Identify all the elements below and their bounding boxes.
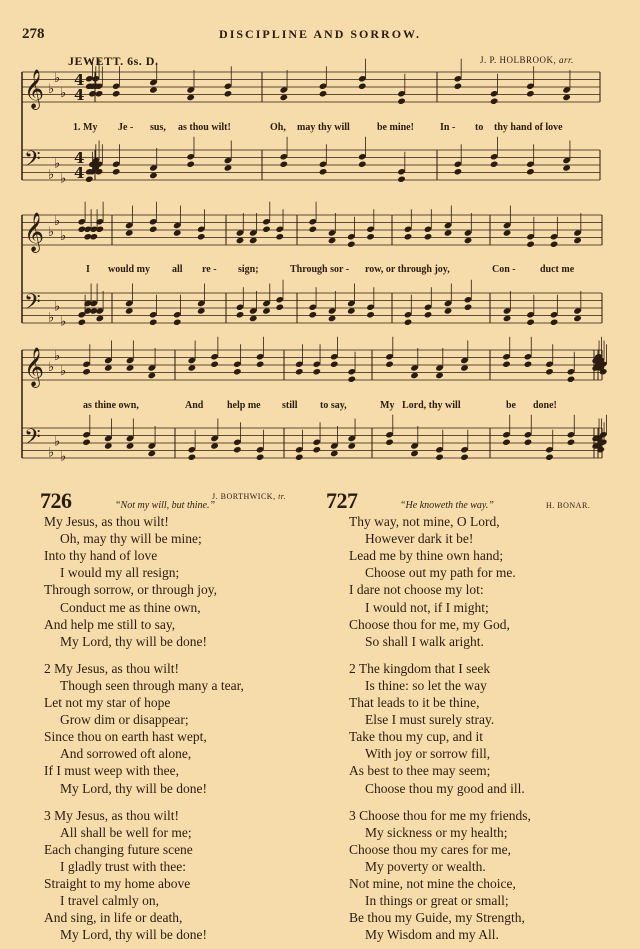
notehead	[186, 161, 195, 168]
notehead	[444, 307, 453, 314]
notehead	[545, 454, 554, 461]
lyric-word: Je -	[118, 122, 134, 133]
notehead	[347, 307, 356, 314]
verse-line: My Lord, thy will be done!	[60, 633, 207, 649]
verse-line: Choose out my path for me.	[365, 565, 516, 581]
notehead	[366, 233, 375, 240]
notehead	[148, 450, 157, 457]
notehead	[126, 442, 135, 449]
notehead	[249, 315, 258, 322]
notehead	[188, 364, 197, 371]
notehead	[312, 446, 321, 453]
bass-clef: 𝄢	[24, 290, 41, 320]
flat-sign: ♭	[60, 85, 67, 101]
notehead	[82, 368, 91, 375]
verse-line: In things or great or small;	[365, 893, 509, 909]
treble-clef: 𝄞	[24, 212, 45, 252]
notehead	[550, 241, 559, 248]
author-note: tr.	[278, 492, 287, 501]
notehead	[256, 454, 265, 461]
time-signature: 4	[74, 149, 85, 167]
notehead	[424, 233, 433, 240]
hymn-motto: “He knoweth the way.”	[400, 500, 494, 511]
verse-line: 2 My Jesus, as thou wilt!	[44, 660, 179, 676]
lyric-word: to say,	[320, 400, 347, 411]
notehead	[435, 372, 444, 379]
notehead	[262, 226, 271, 233]
notehead	[444, 229, 453, 236]
lyric-word: re -	[202, 264, 217, 275]
notehead	[454, 83, 463, 90]
notehead	[397, 176, 406, 183]
notehead	[526, 90, 535, 97]
verse-line: 3 Choose thou for me my friends,	[349, 807, 531, 823]
author-name: J. BORTHWICK,	[212, 492, 276, 501]
lyric-word: row, or through joy,	[365, 264, 450, 275]
notehead	[126, 364, 135, 371]
verse-line: I dare not choose my lot:	[349, 582, 484, 598]
lyric-word: all	[172, 264, 183, 275]
lyric-word: duct me	[540, 264, 575, 275]
notehead	[312, 368, 321, 375]
flat-sign: ♭	[48, 360, 55, 375]
lyric-word: would my	[108, 264, 150, 275]
verse-line: I would my all resign;	[60, 565, 180, 581]
verse-line: My Jesus, as thou wilt!	[44, 514, 169, 529]
notehead	[125, 229, 134, 236]
notehead	[524, 439, 533, 446]
notehead	[562, 94, 571, 101]
notehead	[173, 229, 182, 236]
time-signature: 4	[74, 164, 85, 182]
verse-line: Be thou my Guide, my Strength,	[349, 910, 525, 926]
notehead	[385, 439, 394, 446]
notehead	[295, 454, 304, 461]
verse-line: Since thou on earth hast wept,	[44, 729, 207, 745]
flat-sign: ♭	[60, 363, 67, 379]
notehead	[562, 164, 571, 171]
verse-line: Take thou my cup, and it	[349, 729, 484, 745]
lyric-word: And	[185, 400, 204, 411]
notehead	[149, 319, 158, 326]
notehead	[524, 361, 533, 368]
flat-sign: ♭	[54, 299, 61, 315]
verse-line: However dark it be!	[365, 531, 474, 547]
notehead	[330, 450, 339, 457]
verse-line: I travel calmly on,	[60, 893, 159, 909]
lyric-word: to	[475, 122, 484, 133]
verse-line: Through sorrow, or through joy,	[44, 582, 217, 598]
lyric-word: Con -	[492, 264, 516, 275]
verse-line: Is thine: so let the way	[365, 677, 487, 693]
treble-clef: 𝄞	[24, 347, 45, 387]
notehead	[347, 241, 356, 248]
lyric-word: Oh,	[270, 122, 286, 133]
hymn-number: 726	[40, 488, 72, 513]
notehead	[95, 90, 104, 97]
verse-line: Else I must surely stray.	[365, 712, 495, 728]
verse-line: My Lord, thy will be done!	[60, 780, 207, 796]
verse-line: I would not, if I might;	[365, 599, 489, 615]
lyric-word: Through sor -	[290, 264, 350, 275]
notehead	[502, 439, 511, 446]
lyric-word: as thine own,	[83, 400, 139, 411]
notehead	[149, 86, 158, 93]
verse-line: As best to thee may seem;	[349, 763, 491, 779]
verse-line: 2 The kingdom that I seek	[349, 660, 491, 676]
flat-sign: ♭	[60, 171, 67, 187]
verse-line: Choose thou my good and ill.	[365, 780, 525, 796]
notehead	[503, 229, 512, 236]
notehead	[309, 226, 318, 233]
verse-line: Lead me by thine own hand;	[349, 548, 504, 564]
tune-name: JEWETT. 6s. D.	[68, 54, 159, 68]
notehead	[347, 376, 356, 383]
notehead	[397, 98, 406, 105]
verse-line: With joy or sorrow fill,	[365, 746, 491, 762]
notehead	[148, 372, 157, 379]
lyric-word: be	[506, 400, 516, 411]
notehead	[197, 307, 206, 314]
notehead	[526, 168, 535, 175]
verse-line: Each changing future scene	[44, 841, 193, 857]
flat-sign: ♭	[48, 445, 55, 461]
bass-clef: 𝄢	[24, 425, 41, 455]
verse-line: My Lord, thy will be done!	[60, 927, 207, 943]
verse-line: And sorrowed oft alone,	[60, 746, 192, 762]
notehead	[460, 364, 469, 371]
lyric-word: In -	[440, 122, 456, 133]
notehead	[85, 176, 94, 183]
notehead	[573, 237, 582, 244]
lyric-word: thy hand of love	[494, 122, 563, 133]
notehead	[358, 83, 367, 90]
notehead	[233, 446, 242, 453]
verse-line: 3 My Jesus, as thou wilt!	[44, 807, 179, 823]
notehead	[567, 439, 576, 446]
notehead	[233, 368, 242, 375]
lyric-word: as thou wilt!	[178, 122, 231, 133]
notehead	[280, 94, 289, 101]
notehead	[149, 172, 158, 179]
notehead	[186, 94, 195, 101]
hymn-author	[212, 492, 286, 501]
notehead	[526, 241, 535, 248]
notehead	[526, 319, 535, 326]
flat-sign: ♭	[60, 449, 67, 465]
notehead	[275, 304, 284, 311]
notehead	[96, 315, 105, 322]
notehead	[149, 226, 158, 233]
verse-line: Let not my star of hope	[44, 695, 171, 710]
hymn-author	[546, 501, 590, 510]
flat-sign: ♭	[60, 228, 67, 244]
verse-line: Though seen through many a tear,	[60, 677, 244, 693]
lyric-word: My	[380, 400, 395, 411]
notehead	[404, 319, 413, 326]
lyric-word: be mine!	[377, 122, 414, 133]
author-name: H. BONAR.	[546, 501, 591, 510]
verse-line: My Wisdom and my All.	[365, 927, 499, 943]
notehead	[236, 237, 245, 244]
notehead	[404, 233, 413, 240]
flat-sign: ♭	[54, 156, 61, 172]
lyric-word: I	[86, 264, 90, 275]
notehead	[319, 168, 328, 175]
flat-sign: ♭	[54, 348, 61, 364]
verse-line: Conduct me as thine own,	[60, 599, 201, 615]
notehead	[236, 311, 245, 318]
notehead	[567, 376, 576, 383]
notehead	[490, 161, 499, 168]
verse-line: Into thy hand of love	[44, 548, 158, 564]
verse-line: Choose thou my cares for me,	[349, 841, 511, 857]
notehead	[435, 454, 444, 461]
hymn-motto: “Not my will, but thine.”	[115, 500, 216, 511]
notehead	[502, 361, 511, 368]
lyric-word: still	[282, 400, 298, 411]
notehead	[104, 442, 113, 449]
notehead	[125, 307, 134, 314]
notehead	[78, 319, 87, 326]
flat-sign: ♭	[48, 225, 55, 240]
lyric-word: may thy will	[297, 122, 350, 133]
notehead	[224, 164, 233, 171]
verse-line: Thy way, not mine, O Lord,	[349, 514, 500, 529]
notehead	[464, 237, 473, 244]
verse-line: That leads to it be thine,	[349, 695, 480, 710]
notehead	[424, 311, 433, 318]
notehead	[358, 161, 367, 168]
lyric-word: Lord, thy will	[402, 400, 461, 411]
notehead	[280, 161, 289, 168]
notehead	[366, 311, 375, 318]
arranger-note: arr.	[559, 55, 574, 65]
time-signature: 4	[74, 71, 85, 89]
flat-sign: ♭	[54, 70, 61, 86]
notehead	[295, 368, 304, 375]
notehead	[249, 237, 258, 244]
notehead	[262, 307, 271, 314]
notehead	[573, 315, 582, 322]
verse-line: And help me still to say,	[44, 616, 176, 632]
notehead	[112, 168, 121, 175]
notehead	[503, 315, 512, 322]
notehead	[309, 311, 318, 318]
notehead	[328, 237, 337, 244]
lyric-word: help me	[227, 400, 261, 411]
notehead	[328, 315, 337, 322]
verse-line: Not mine, not mine the choice,	[349, 876, 516, 891]
verse-line: Straight to my home above	[44, 876, 191, 891]
verse-line: If I must weep with thee,	[44, 763, 179, 779]
verse-line: Oh, may thy will be mine;	[60, 531, 202, 547]
notehead	[210, 442, 219, 449]
notehead	[410, 372, 419, 379]
verse-line: Choose thou for me, my God,	[349, 616, 510, 632]
flat-sign: ♭	[48, 82, 55, 97]
notehead	[410, 450, 419, 457]
flat-sign: ♭	[48, 310, 55, 326]
verse-line: So shall I walk aright.	[365, 633, 484, 649]
notehead	[275, 233, 284, 240]
notehead	[256, 361, 265, 368]
treble-clef: 𝄞	[24, 69, 45, 109]
notehead	[90, 233, 99, 240]
notehead	[224, 90, 233, 97]
flat-sign: ♭	[54, 213, 61, 229]
notehead	[82, 439, 91, 446]
lyric-word: 1. My	[73, 122, 98, 133]
notehead	[197, 233, 206, 240]
verse-line: And sing, in life or death,	[44, 910, 183, 926]
lyric-word: sign;	[238, 264, 259, 275]
notehead	[545, 368, 554, 375]
verse-line: I gladly trust with thee:	[60, 858, 186, 874]
notehead	[173, 319, 182, 326]
notehead	[112, 90, 121, 97]
notehead	[490, 98, 499, 105]
running-head: DISCIPLINE AND SORROW.	[219, 27, 421, 41]
notehead	[210, 361, 219, 368]
verse-line: My poverty or wealth.	[365, 858, 486, 874]
hymn-number: 727	[326, 488, 358, 513]
notehead	[330, 361, 339, 368]
notehead	[385, 361, 394, 368]
notehead	[460, 454, 469, 461]
notehead	[464, 304, 473, 311]
time-signature: 4	[74, 86, 85, 104]
bass-clef: 𝄢	[24, 147, 41, 177]
arranger-name: J. P. HOLBROOK,	[480, 55, 557, 65]
lyric-word: sus,	[150, 122, 166, 133]
flat-sign: ♭	[60, 314, 67, 330]
verse-line: Grow dim or disappear;	[60, 712, 189, 728]
notehead	[104, 364, 113, 371]
flat-sign: ♭	[48, 167, 55, 183]
notehead	[88, 90, 97, 97]
flat-sign: ♭	[54, 434, 61, 450]
page-number: 278	[22, 26, 45, 42]
lyric-word: done!	[533, 400, 557, 411]
verse-line: All shall be well for me;	[60, 824, 192, 840]
notehead	[454, 168, 463, 175]
notehead	[550, 319, 559, 326]
verse-line: My sickness or my health;	[365, 824, 508, 840]
notehead	[319, 90, 328, 97]
notehead	[188, 454, 197, 461]
notehead	[347, 442, 356, 449]
